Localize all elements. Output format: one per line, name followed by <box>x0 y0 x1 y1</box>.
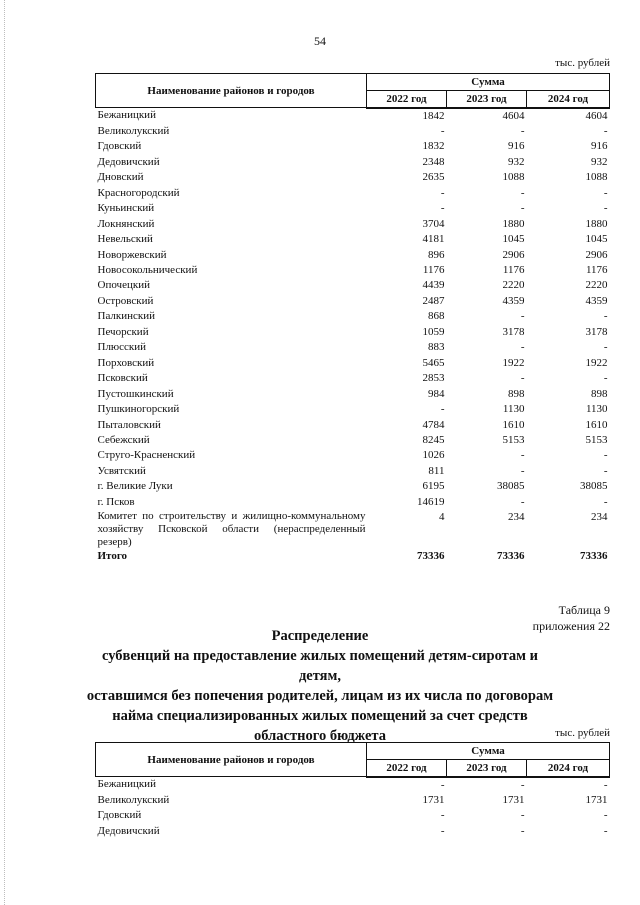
row-2022: 868 <box>428 310 445 323</box>
row-name: Бежаницкий <box>97 778 156 790</box>
committee-name: Комитет по строительству и жилищно-коммунальному хозяйству Псковской области (нераспределенный резерв) <box>97 510 366 549</box>
table-row <box>96 824 610 839</box>
row-2024: - <box>603 310 608 323</box>
row-2022: 4439 <box>422 279 445 292</box>
row-2022: 2853 <box>422 372 445 385</box>
row-2023: 1610 <box>502 418 525 431</box>
row-2022: 2635 <box>422 171 445 184</box>
header-sum: Сумма <box>367 743 610 760</box>
row-2024: 2906 <box>585 248 608 261</box>
total-2023: 73336 <box>497 550 525 563</box>
table-row <box>96 217 610 232</box>
row-2023: 1176 <box>502 264 525 277</box>
row-name: Дновский <box>97 171 144 184</box>
row-2023: - <box>520 464 525 477</box>
table-row <box>96 325 610 340</box>
row-2023: - <box>520 124 525 137</box>
row-name: Дедовичский <box>97 824 160 837</box>
row-2023: 898 <box>508 387 525 400</box>
row-2024: 1176 <box>585 264 608 277</box>
row-name: Струго-Красненский <box>97 449 196 462</box>
row-name: Красногородский <box>97 186 180 199</box>
row-2024: 5153 <box>585 434 608 447</box>
table-row <box>96 124 610 139</box>
row-2023: 2906 <box>502 248 525 261</box>
committee-2022: 4 <box>439 511 445 524</box>
row-name: Локнянский <box>97 217 155 230</box>
row-name: Невельский <box>97 233 153 246</box>
row-2024: 1731 <box>585 793 608 806</box>
row-name: Себежский <box>97 434 150 447</box>
committee-row <box>96 510 610 549</box>
table-row <box>96 448 610 463</box>
row-name: Гдовский <box>97 140 142 153</box>
row-name: Бежаницкий <box>97 109 156 121</box>
row-2023: 4604 <box>502 109 525 122</box>
row-2022: - <box>440 186 445 199</box>
header-sum: Сумма <box>367 74 610 91</box>
row-2024: - <box>603 341 608 354</box>
table-row <box>96 479 610 494</box>
row-2023: 1088 <box>502 171 525 184</box>
row-2024: 898 <box>591 387 608 400</box>
row-2023: - <box>520 824 525 837</box>
row-2024: 4359 <box>585 294 608 307</box>
row-2022: 8245 <box>422 434 445 447</box>
row-name: Печорский <box>97 325 149 338</box>
row-2024: 4604 <box>585 109 608 122</box>
table-row <box>96 294 610 309</box>
row-name: Островский <box>97 294 154 307</box>
table-row <box>96 387 610 402</box>
row-2022: 3704 <box>422 217 445 230</box>
row-2022: 1832 <box>422 140 445 153</box>
row-2022: - <box>440 202 445 215</box>
row-2022: 1026 <box>422 449 445 462</box>
row-2023: 38085 <box>497 480 525 493</box>
row-2023: 3178 <box>502 325 525 338</box>
row-2023: 1045 <box>502 233 525 246</box>
row-2024: - <box>603 778 608 791</box>
table-row <box>96 155 610 170</box>
row-2024: 38085 <box>580 480 608 493</box>
row-2024: - <box>603 809 608 822</box>
row-2024: 916 <box>591 140 608 153</box>
page-number: 54 <box>314 34 326 48</box>
row-2023: 2220 <box>502 279 525 292</box>
row-2024: - <box>603 449 608 462</box>
table-row <box>96 464 610 479</box>
row-2024: 2220 <box>585 279 608 292</box>
table-row <box>96 777 610 793</box>
row-name: г. Великие Луки <box>97 480 173 493</box>
row-2024: 1880 <box>585 217 608 230</box>
header-year-2024: 2024 год <box>527 760 610 777</box>
row-2023: 932 <box>508 155 525 168</box>
row-2024: 1088 <box>585 171 608 184</box>
row-2022: - <box>440 824 445 837</box>
table-row <box>96 371 610 386</box>
subsidy-table-1 <box>95 73 610 565</box>
total-label: Итого <box>97 550 128 563</box>
row-2023: 1922 <box>502 356 525 369</box>
table-row <box>96 232 610 247</box>
subsidy-table-2 <box>95 742 610 839</box>
table-row <box>96 186 610 201</box>
row-2022: 4784 <box>422 418 445 431</box>
title-line-1: Распределение <box>271 628 369 644</box>
total-row <box>96 549 610 564</box>
row-2022: 14619 <box>417 495 445 508</box>
committee-2023: 234 <box>508 511 525 524</box>
table-row <box>96 418 610 433</box>
row-name: Плюсский <box>97 341 147 354</box>
row-2023: - <box>520 186 525 199</box>
row-name: Великолукский <box>97 793 170 806</box>
row-name: Новоржевский <box>97 248 167 261</box>
row-name: Гдовский <box>97 809 142 822</box>
row-2023: 916 <box>508 140 525 153</box>
row-2024: 1130 <box>585 403 608 416</box>
row-2024: 1922 <box>585 356 608 369</box>
section-title <box>80 626 560 746</box>
row-2024: 932 <box>591 155 608 168</box>
row-2024: - <box>603 495 608 508</box>
units-label-2: тыс. рублей <box>555 727 610 739</box>
table-row <box>96 263 610 278</box>
units-label: тыс. рублей <box>555 57 610 69</box>
row-2023: - <box>520 310 525 323</box>
row-2022: - <box>440 809 445 822</box>
row-name: Пушкиногорский <box>97 403 180 416</box>
row-name: Палкинский <box>97 310 156 323</box>
row-2023: 1731 <box>502 793 525 806</box>
row-name: г. Псков <box>97 495 135 508</box>
row-2022: 811 <box>428 464 445 477</box>
row-2023: 1880 <box>502 217 525 230</box>
row-name: Новосокольнический <box>97 264 198 277</box>
row-2024: - <box>603 124 608 137</box>
row-name: Великолукский <box>97 124 170 137</box>
row-name: Псковский <box>97 372 148 385</box>
row-2024: 1610 <box>585 418 608 431</box>
row-name: Пыталовский <box>97 418 161 431</box>
row-name: Порховский <box>97 356 155 369</box>
row-name: Куньинский <box>97 202 155 215</box>
header-year-2022: 2022 год <box>367 91 447 108</box>
table-row <box>96 278 610 293</box>
row-2023: - <box>520 372 525 385</box>
title-line-3: оставшимся без попечения родителей, лицам из их числа по договорам <box>86 688 554 704</box>
row-2023: - <box>520 341 525 354</box>
table-row <box>96 356 610 371</box>
row-2022: 1842 <box>422 109 445 122</box>
row-2023: - <box>520 202 525 215</box>
title-line-2: субвенций на предоставление жилых помещений детям-сиротам и детям, <box>101 648 539 684</box>
table-row <box>96 248 610 263</box>
row-2022: 6195 <box>422 480 445 493</box>
table-row <box>96 433 610 448</box>
row-2023: 4359 <box>502 294 525 307</box>
row-2023: - <box>520 778 525 791</box>
table-row <box>96 402 610 417</box>
row-2022: - <box>440 124 445 137</box>
row-2022: 1176 <box>422 264 445 277</box>
total-2022: 73336 <box>417 550 445 563</box>
row-name: Дедовичский <box>97 155 160 168</box>
header-year-2022: 2022 год <box>367 760 447 777</box>
row-2022: 2487 <box>422 294 445 307</box>
header-name-column: Наименование районов и городов <box>96 74 367 108</box>
row-2023: - <box>520 495 525 508</box>
table-row <box>96 793 610 808</box>
row-2022: 984 <box>428 387 445 400</box>
row-2022: 5465 <box>422 356 445 369</box>
row-2024: - <box>603 186 608 199</box>
row-2024: - <box>603 202 608 215</box>
row-2023: - <box>520 449 525 462</box>
table-number-label: Таблица 9 <box>558 603 610 617</box>
row-2022: 1059 <box>422 325 445 338</box>
table-row <box>96 340 610 355</box>
header-year-2024: 2024 год <box>527 91 610 108</box>
table-row <box>96 201 610 216</box>
table-row <box>96 139 610 154</box>
table-row <box>96 108 610 124</box>
row-name: Опочецкий <box>97 279 150 292</box>
title-line-5: областного бюджета <box>254 728 386 744</box>
row-2022: - <box>440 778 445 791</box>
table-row <box>96 808 610 823</box>
header-name-column: Наименование районов и городов <box>96 743 367 777</box>
row-2022: 4181 <box>422 233 445 246</box>
row-2023: - <box>520 809 525 822</box>
row-2024: - <box>603 372 608 385</box>
appendix-label: приложения 22 <box>532 619 610 633</box>
row-2022: 1731 <box>422 793 445 806</box>
row-2022: 896 <box>428 248 445 261</box>
row-2023: 5153 <box>502 434 525 447</box>
page-edge-line <box>4 0 5 905</box>
row-2022: 883 <box>428 341 445 354</box>
table-row <box>96 495 610 510</box>
row-2023: 1130 <box>502 403 525 416</box>
row-2024: 3178 <box>585 325 608 338</box>
row-2024: - <box>603 464 608 477</box>
table-row <box>96 170 610 185</box>
total-2024: 73336 <box>580 550 608 563</box>
row-2024: - <box>603 824 608 837</box>
row-name: Пустошкинский <box>97 387 174 400</box>
table-row <box>96 309 610 324</box>
committee-2024: 234 <box>591 511 608 524</box>
header-year-2023: 2023 год <box>447 91 527 108</box>
title-line-4: найма специализированных жилых помещений за счет средств <box>112 708 528 724</box>
row-2024: 1045 <box>585 233 608 246</box>
row-2022: - <box>440 403 445 416</box>
row-2022: 2348 <box>422 155 445 168</box>
header-year-2023: 2023 год <box>447 760 527 777</box>
row-name: Усвятский <box>97 464 146 477</box>
